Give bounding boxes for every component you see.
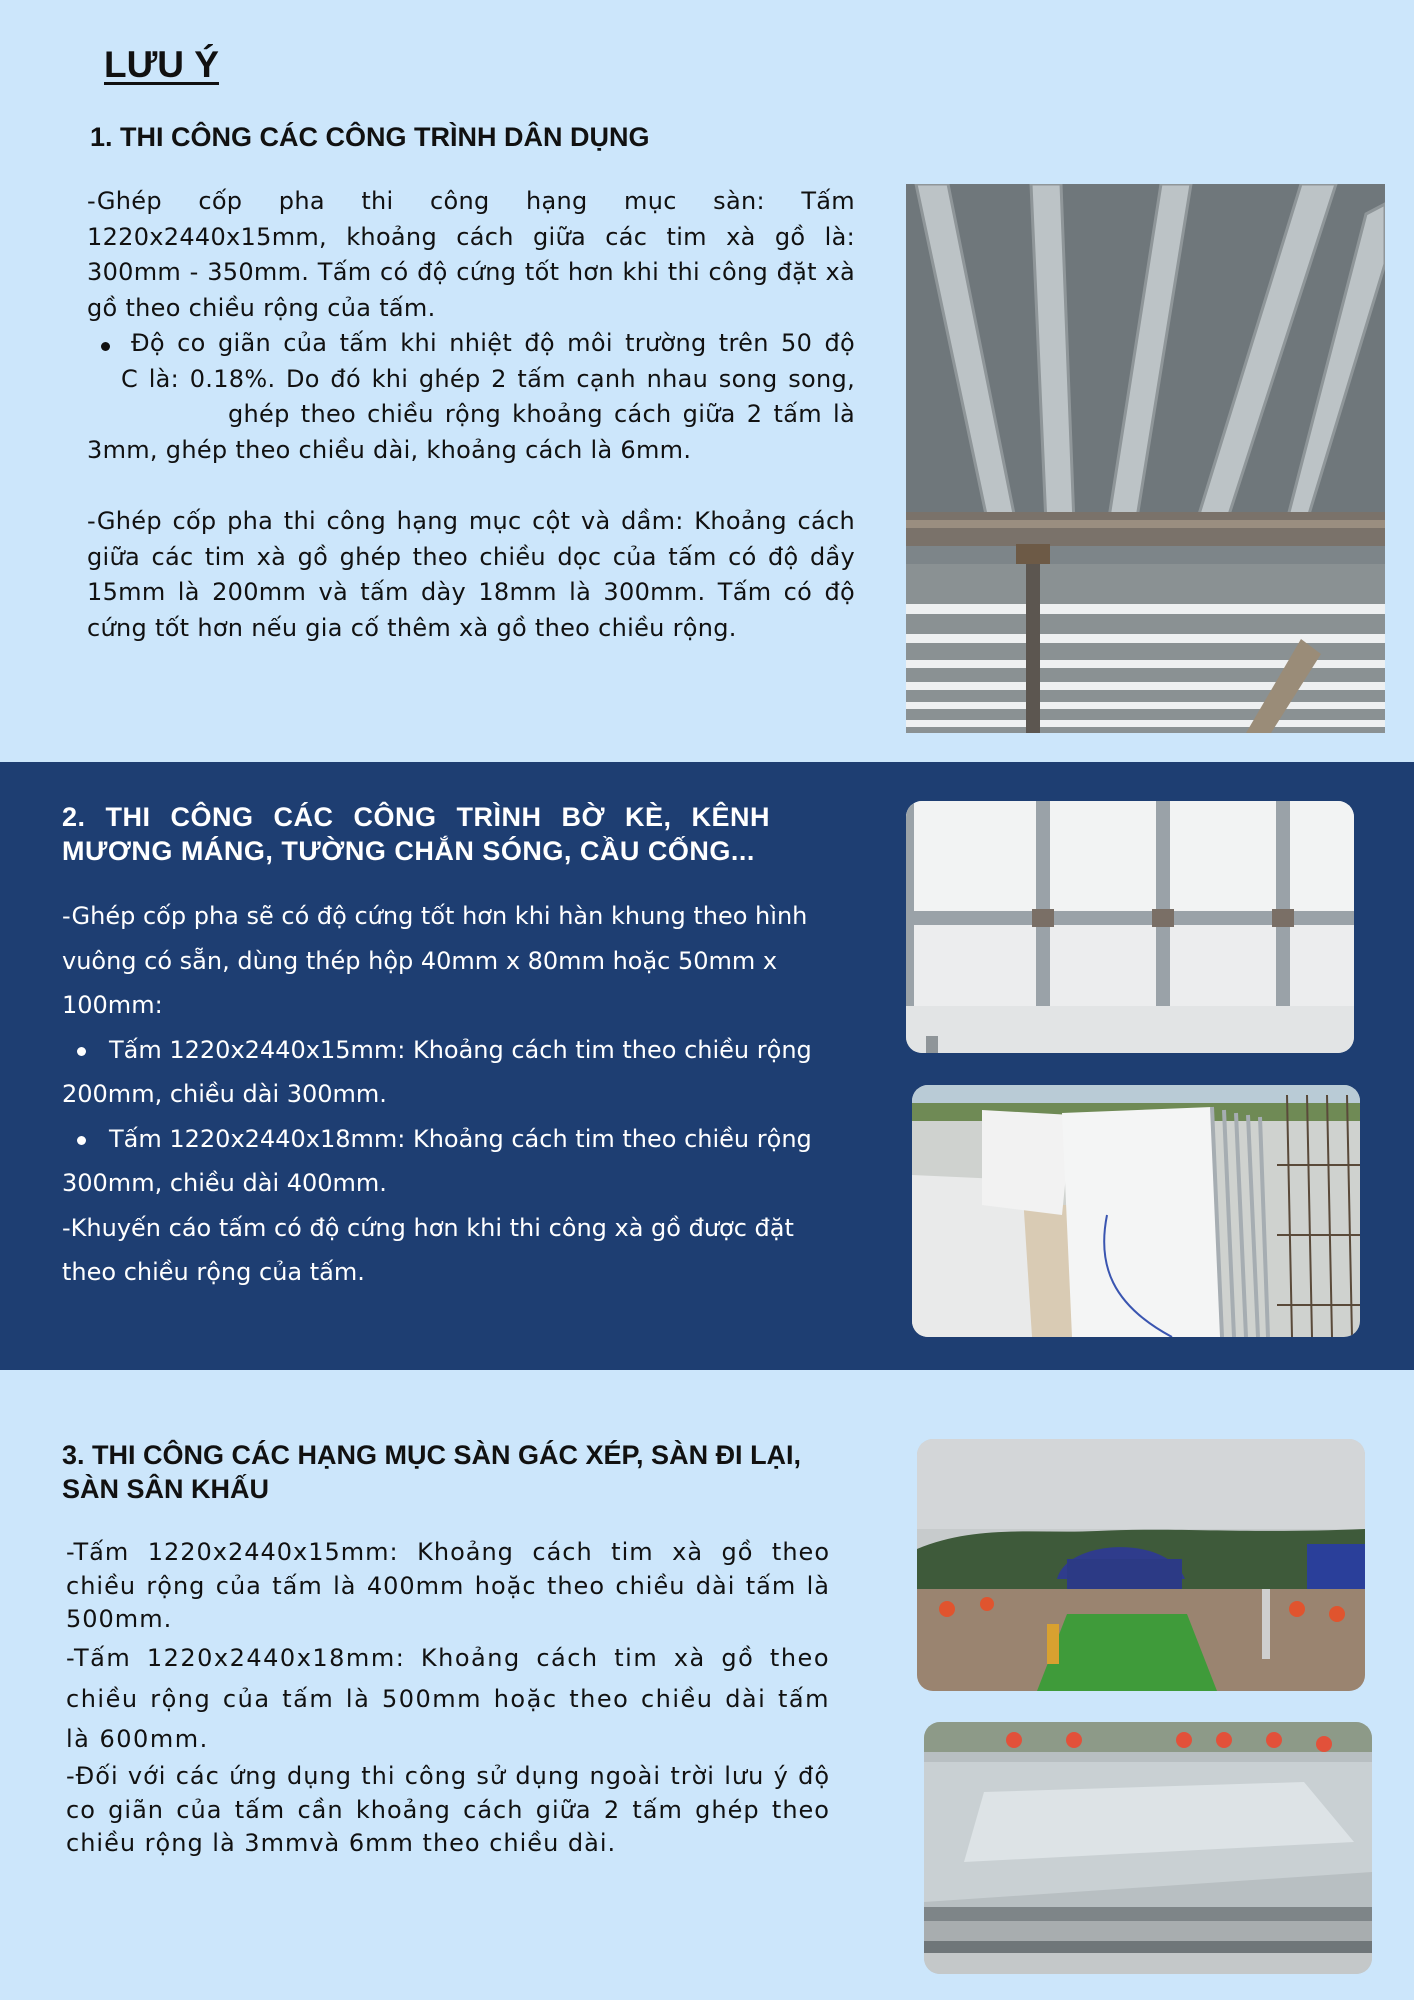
section3-paragraph-2: -Tấm 1220x2440x18mm: Khoảng cách tim xà gồ theo chiều rộng của tấm là 500mm hoặc theo chiều dài tấm là 600mm.	[66, 1644, 830, 1753]
steel-frame-panel-photo	[906, 801, 1354, 1053]
bullet-icon	[101, 342, 110, 351]
platform-steps-photo	[924, 1722, 1372, 1974]
section1-paragraph-1: -Ghép cốp pha thi công hạng mục sàn: Tấm 1220x2440x15mm, khoảng cách giữa các tim xà gồ là: 300mm - 350mm. Tấm có độ cứng tốt hơn khi thi công đặt xà gồ theo chiều rộng của tấm.	[87, 187, 855, 322]
stacked-panels-photo	[912, 1085, 1360, 1337]
section1-bullet-line-4: 3mm, ghép theo chiều dài, khoảng cách là 6mm.	[87, 435, 692, 464]
section2-bullet-2-line-1: Tấm 1220x2440x18mm: Khoảng cách tim theo chiều rộng	[109, 1124, 812, 1153]
section1-bullet-block	[87, 326, 855, 468]
section2-bullet-1-line-2: 200mm, chiều dài 300mm.	[62, 1080, 387, 1108]
section2-bullet-item	[62, 1117, 822, 1162]
section1-heading: 1. THI CÔNG CÁC CÔNG TRÌNH DÂN DỤNG	[90, 122, 650, 152]
section2-bullet-1-line-1: Tấm 1220x2440x15mm: Khoảng cách tim theo chiều rộng	[109, 1035, 812, 1064]
bullet-icon	[77, 1047, 86, 1056]
section1-paragraph-2: -Ghép cốp pha thi công hạng mục cột và dầm: Khoảng cách giữa các tim xà gồ ghép theo chiều dọc của tấm có độ dầy 15mm là 200mm và tấm dày 18mm là 300mm. Tấm có độ cứng tốt hơn nếu gia cố thêm xà gồ theo chiều rộng.	[87, 507, 855, 642]
section1-bullet-line-3: ghép theo chiều rộng khoảng cách giữa 2 tấm là	[228, 400, 855, 428]
outdoor-stage-photo	[917, 1439, 1365, 1691]
section3-heading: 3. THI CÔNG CÁC HẠNG MỤC SÀN GÁC XÉP, SÀN ĐI LẠI, SÀN SÂN KHẤU	[62, 1440, 802, 1504]
section2-bullet-item	[62, 1028, 822, 1073]
section1-bullet-line-2: C là: 0.18%. Do đó khi ghép 2 tấm cạnh nhau song song,	[121, 364, 855, 393]
bullet-icon	[77, 1136, 86, 1145]
section3-paragraph-1: -Tấm 1220x2440x15mm: Khoảng cách tim xà gồ theo chiều rộng của tấm là 400mm hoặc theo chiều dài tấm là 500mm.	[66, 1538, 830, 1633]
section2-paragraph-1: -Ghép cốp pha sẽ có độ cứng tốt hơn khi hàn khung theo hình vuông có sẵn, dùng thép hộp 40mm x 80mm hoặc 50mm x 100mm:	[62, 902, 808, 1019]
section2-bullet-2-line-2: 300mm, chiều dài 400mm.	[62, 1169, 387, 1197]
page-title: LƯU Ý	[104, 44, 219, 85]
section1-bullet-item	[87, 326, 855, 362]
section2-heading: 2. THI CÔNG CÁC CÔNG TRÌNH BỜ KÈ, KÊNH MƯƠNG MÁNG, TƯỜNG CHẮN SÓNG, CẦU CỐNG...	[62, 802, 770, 866]
formwork-ceiling-photo	[906, 184, 1385, 733]
section2-body	[62, 894, 822, 1295]
section3-paragraph-3: -Đối với các ứng dụng thi công sử dụng ngoài trời lưu ý độ co giãn của tấm cần khoảng cách giữa 2 tấm ghép theo chiều rộng là 3mmvà 6mm theo chiều dài.	[66, 1762, 830, 1857]
section2-paragraph-2: -Khuyến cáo tấm có độ cứng hơn khi thi công xà gồ được đặt theo chiều rộng của tấm.	[62, 1213, 794, 1286]
section1-bullet-line-1: Độ co giãn của tấm khi nhiệt độ môi trường trên 50 độ	[131, 329, 855, 357]
